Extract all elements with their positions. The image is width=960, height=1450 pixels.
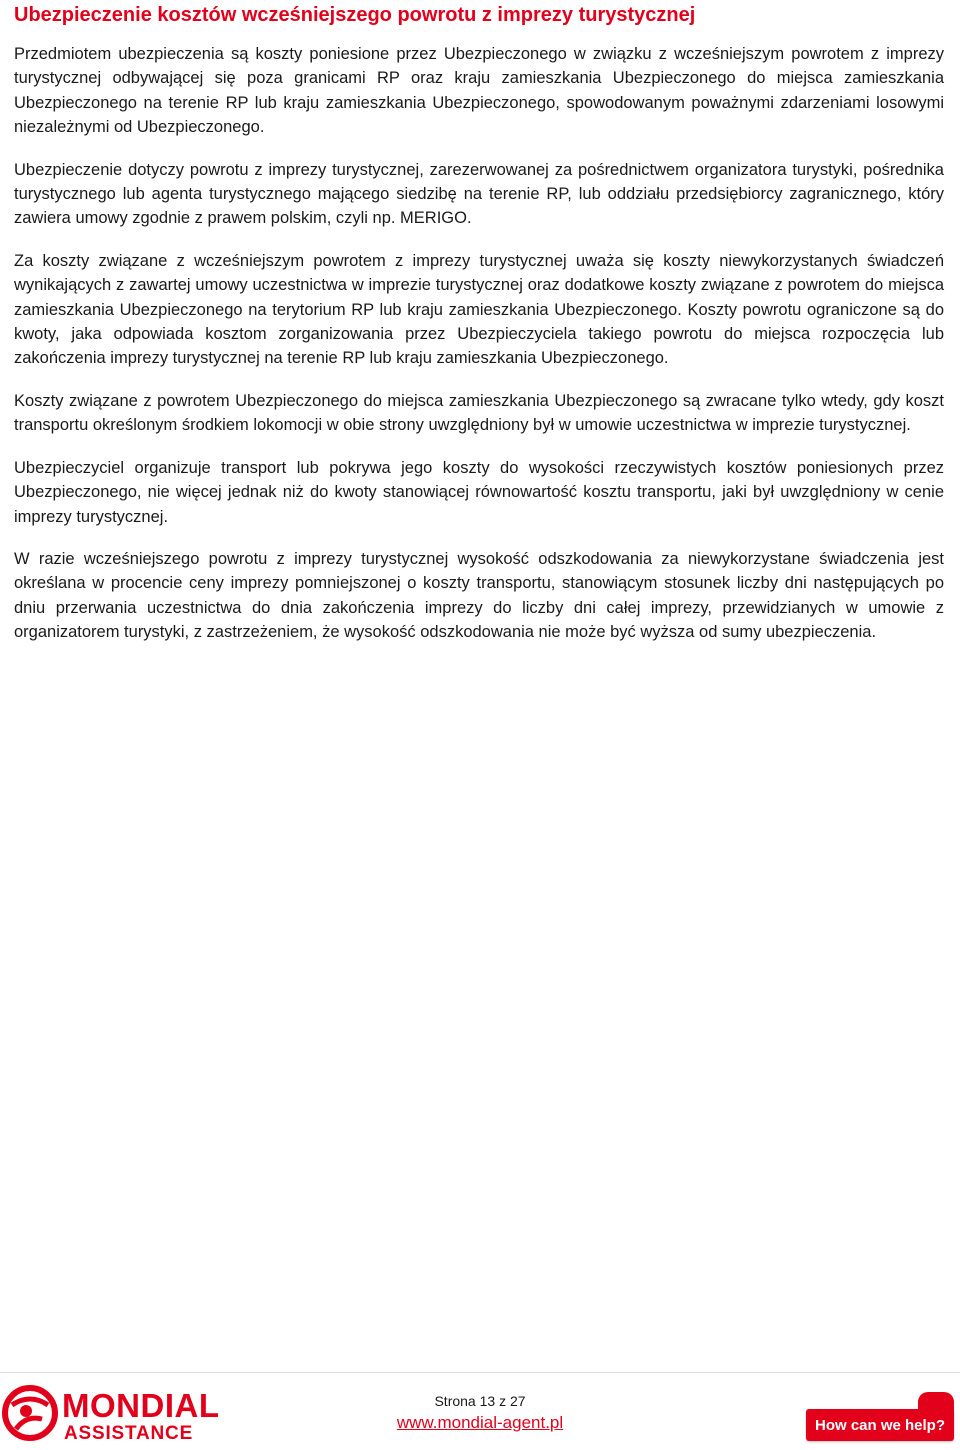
document-body bbox=[14, 42, 944, 663]
logo-wordmark: MONDIAL bbox=[62, 1387, 220, 1424]
paragraph: Za koszty związane z wcześniejszym powrotem z imprezy turystycznej uważa się koszty niewykorzystanych świadczeń wynikających z zawartej umowy uczestnictwa w imprezie turystycznej oraz dodatkowe koszty związane z powrotem do miejsca zamieszkania Ubezpieczonego na terytorium RP lub kraju zamieszkania Ubezpieczonego. Koszty powrotu ograniczone są do kwoty, jaka odpowiada kosztom zorganizowania przez Ubezpieczyciela takiego powrotu do miejsca rozpoczęcia lub zakończenia imprezy turystycznej na terenie RP lub kraju zamieszkania Ubezpieczonego. bbox=[14, 251, 944, 368]
paragraph: Przedmiotem ubezpieczenia są koszty poniesione przez Ubezpieczonego w związku z wcześniejszym powrotem z imprezy turystycznej odbywającej się poza granicami RP oraz kraju zamieszkania Ubezpieczonego do miejsca zamieszkania Ubezpieczonego na terenie RP lub kraju zamieszkania Ubezpieczonego, spowodowanym poważnymi zdarzeniami losowymi niezależnymi od Ubezpieczonego. bbox=[14, 45, 944, 137]
footer-divider bbox=[0, 1372, 960, 1373]
website-link[interactable]: www.mondial-agent.pl bbox=[396, 1413, 564, 1432]
paragraph: W razie wcześniejszego powrotu z imprezy turystycznej wysokość odszkodowania za niewykorzystane świadczenia jest określana w procencie ceny imprezy pomniejszonej o koszty transportu, stanowiącym stosunek liczby dni następujących po dniu przerwania uczestnictwa do dnia zakończenia imprezy do liczby dni całej imprezy, przewidzianych w umowie z organizatorem turystyki, z zastrzeżeniem, że wysokość odszkodowania nie może być wyższa od sumy ubezpieczenia. bbox=[14, 549, 944, 642]
paragraph: Koszty związane z powrotem Ubezpieczonego do miejsca zamieszkania Ubezpieczonego są zwracane tylko wtedy, gdy koszt transportu określonym środkiem lokomocji w obie strony uwzględniony był w umowie uczestnictwa w imprezie turystycznej. bbox=[14, 391, 944, 435]
paragraph: Ubezpieczenie dotyczy powrotu z imprezy turystycznej, zarezerwowanej za pośrednictwem organizatora turystyki, pośrednika turystycznego lub agenta turystycznego mającego siedzibę na terenie RP, lub oddziału przedsiębiorcy zagranicznego, który zawiera umowy zgodnie z prawem polskim, czyli np. MERIGO. bbox=[14, 160, 944, 228]
mondial-assistance-logo bbox=[2, 1383, 232, 1447]
help-button[interactable]: How can we help? bbox=[806, 1409, 954, 1441]
logo-subtitle: ASSISTANCE bbox=[64, 1423, 194, 1444]
mondial-emblem-icon bbox=[2, 1385, 58, 1441]
page-number: Strona 13 z 27 bbox=[434, 1393, 526, 1409]
page-title: Ubezpieczenie kosztów wcześniejszego powrotu z imprezy turystycznej bbox=[14, 4, 696, 26]
paragraph: Ubezpieczyciel organizuje transport lub pokrywa jego koszty do wysokości rzeczywistych kosztów poniesionych przez Ubezpieczonego, nie więcej jednak niż do kwoty stanowiącej równowartość kosztu transportu, jaki był uwzględniony w cenie imprezy turystycznej. bbox=[14, 458, 944, 526]
